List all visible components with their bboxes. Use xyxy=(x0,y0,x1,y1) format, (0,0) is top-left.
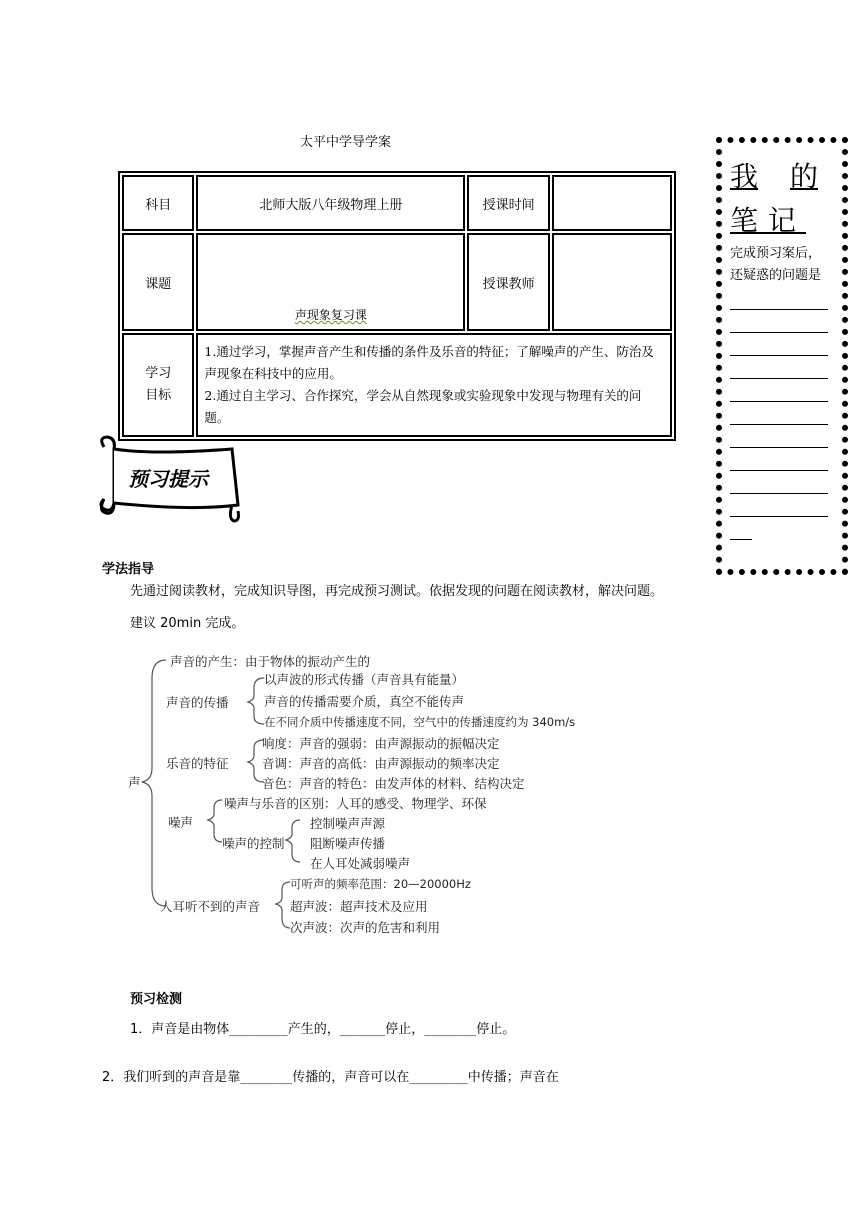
mindmap-root: 声 xyxy=(128,775,141,790)
notes-heading-line-2: 笔记 xyxy=(730,204,807,237)
knowledge-mindmap xyxy=(124,648,576,938)
mindmap-node: 在不同介质中传播速度不同，空气中的传播速度约为 340m/s xyxy=(264,715,576,729)
note-line[interactable] xyxy=(730,471,828,494)
table-row xyxy=(122,233,672,331)
question-2 xyxy=(102,1066,559,1085)
mindmap-node: 声音的传播需要介质，真空不能传声 xyxy=(264,694,465,709)
subject-value: 北师大版八年级物理上册 xyxy=(196,175,465,231)
mindmap-noise: 噪声 xyxy=(168,815,194,830)
mindmap-node: 响度：声音的强弱：由声源振动的振幅决定 xyxy=(262,736,500,751)
method-text: 先通过阅读教材，完成知识导图，再完成预习测试。依据发现的问题在阅读教材，解决问题。 xyxy=(130,584,664,599)
topic-value: 声现象复习课 xyxy=(294,308,367,322)
teacher-label: 授课教师 xyxy=(467,233,550,331)
check-heading: 预习检测 xyxy=(130,992,183,1007)
goal-1: 1.通过学习，掌握声音产生和传播的条件及乐音的特征；了解噪声的产生、防治及声现象在科技中的应用。 xyxy=(204,344,654,381)
goal-label-line-1: 学习 xyxy=(145,366,172,381)
notes-heading xyxy=(730,155,818,195)
mindmap-inaudible: 人耳听不到的声音 xyxy=(160,899,261,914)
notes-box xyxy=(716,137,848,575)
info-table xyxy=(118,171,676,441)
method-heading: 学法指导 xyxy=(102,562,155,577)
note-line[interactable] xyxy=(730,333,828,356)
mindmap-node: 以声波的形式传播（声音具有能量） xyxy=(264,672,465,687)
note-line[interactable] xyxy=(730,517,752,540)
notes-prompt: 完成预习案后，还疑惑的问题是 xyxy=(730,246,822,283)
topic-label: 课题 xyxy=(122,233,194,331)
document-title: 太平中学导学案 xyxy=(300,135,392,150)
question-text: 我们听到的声音是靠________传播的，声音可以在_________中传播；声音在 xyxy=(123,1070,559,1085)
mindmap-features: 乐音的特征 xyxy=(166,756,229,771)
teacher-value xyxy=(552,233,672,331)
subject-label: 科目 xyxy=(122,175,194,231)
note-line[interactable] xyxy=(730,448,828,471)
note-line[interactable] xyxy=(730,494,828,517)
question-1 xyxy=(130,1018,515,1037)
mindmap-node: 可听声的频率范围：20—20000Hz xyxy=(290,877,471,891)
notes-heading-char: 我 xyxy=(730,160,759,193)
mindmap-node: 音色：声音的特色：由发声体的材料、结构决定 xyxy=(262,776,525,791)
note-line[interactable] xyxy=(730,379,828,402)
mindmap-production: 声音的产生：由于物体的振动产生的 xyxy=(170,654,371,669)
mindmap-node: 噪声与乐音的区别：人耳的感受、物理学、环保 xyxy=(224,796,487,811)
goal-label-line-2: 目标 xyxy=(145,388,172,403)
topic-cell xyxy=(196,233,465,331)
method-suggest: 建议 20min 完成。 xyxy=(130,616,245,631)
mindmap-node: 控制噪声声源 xyxy=(310,816,386,831)
note-line[interactable] xyxy=(730,425,828,448)
mindmap-node: 超声波：超声技术及应用 xyxy=(290,899,428,914)
time-label: 授课时间 xyxy=(467,175,550,231)
goal-label xyxy=(122,333,194,437)
mindmap-node: 阻断噪声传播 xyxy=(310,836,386,851)
mindmap-noise-control: 噪声的控制 xyxy=(222,836,285,851)
mindmap-node: 次声波：次声的危害和利用 xyxy=(290,920,441,935)
mindmap-node: 在人耳处减弱噪声 xyxy=(310,856,411,871)
goal-2: 2.通过自主学习、合作探究，学会从自然现象或实验现象中发现与物理有关的问题。 xyxy=(204,388,642,425)
note-line[interactable] xyxy=(730,287,828,310)
table-row xyxy=(122,175,672,231)
banner-text: 预习提示 xyxy=(128,467,208,491)
time-value xyxy=(552,175,672,231)
goal-text xyxy=(196,333,672,437)
note-line[interactable] xyxy=(730,356,828,379)
question-text: 声音是由物体_________产生的，_______停止，________停止。 xyxy=(151,1022,516,1037)
question-number: 2． xyxy=(102,1070,124,1085)
question-number: 1． xyxy=(130,1022,152,1037)
mindmap-node: 音调：声音的高低：由声源振动的频率决定 xyxy=(262,756,500,771)
table-row xyxy=(122,333,672,437)
note-line[interactable] xyxy=(730,310,828,333)
mindmap-propagation: 声音的传播 xyxy=(166,695,229,710)
notes-heading-char: 的 xyxy=(789,160,818,193)
note-line[interactable] xyxy=(730,402,828,425)
